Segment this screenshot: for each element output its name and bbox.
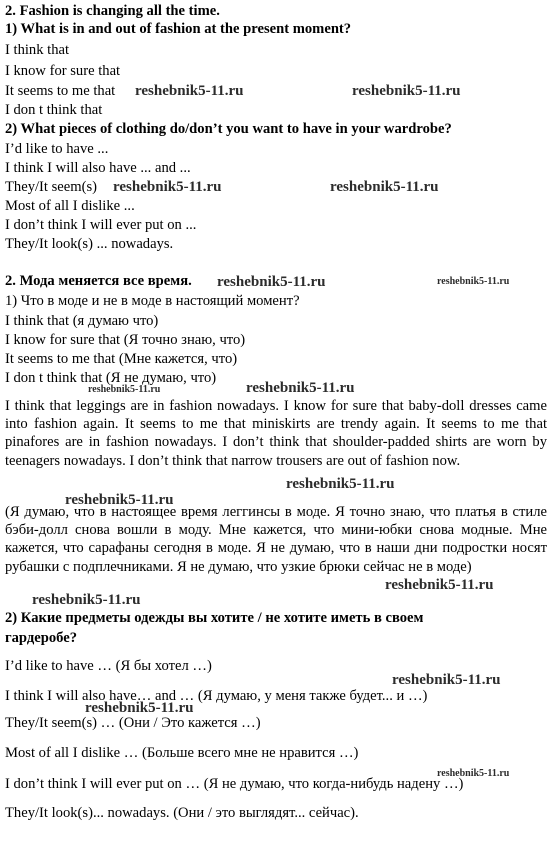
watermark: reshebnik5-11.ru [113, 179, 222, 195]
watermark: reshebnik5-11.ru [32, 592, 141, 608]
watermark: reshebnik5-11.ru [286, 476, 395, 492]
phrase-line: They/It seem(s) … (Они / Это кажется …) [5, 715, 261, 731]
section-title-ru: 2. Мода меняется все время. [5, 273, 192, 289]
answer-paragraph-ru: (Я думаю, что в настоящее время леггинсы в моде. Я точно знаю, что платья в стиле бэби-долл снова вошли в моду. Мне кажется, что мини-юбки снова модные. Мне кажется, что сарафаны сегодня в моде. Я не думаю, что в наши дни подростки носят рубашки с подплечниками. Я не думаю, что узкие брюки сейчас не в моде) [5, 504, 547, 575]
answer-paragraph-en: I think that leggings are in fashion nowadays. I know for sure that baby-doll dresses came into fashion again. It seems to me that miniskirts are trendy again. It seems to me that pinafores are in fashion nowadays. I don’t think that shoulder-padded shirts are worn by teenagers nowadays. I don’t think that narrow trousers are out of fashion now. [5, 398, 547, 469]
question-2-ru-line-1: 2) Какие предметы одежды вы хотите / не хотите иметь в своем [5, 610, 424, 626]
watermark: reshebnik5-11.ru [352, 83, 461, 99]
watermark: reshebnik5-11.ru [437, 276, 510, 287]
phrase-line: I think that [5, 42, 70, 58]
watermark: reshebnik5-11.ru [217, 274, 326, 290]
watermark: reshebnik5-11.ru [392, 672, 501, 688]
phrase-line: I don’t think I will ever put on … (Я не думаю, что когда-нибудь надену …) [5, 776, 464, 792]
phrase-line: I think I will also have… and … (Я думаю, у меня также будет... и …) [5, 688, 428, 704]
watermark: reshebnik5-11.ru [437, 768, 510, 779]
phrase-line: I’d like to have ... [5, 141, 109, 157]
phrase-line: I don’t think I will ever put on ... [5, 217, 197, 233]
phrase-line: They/It seem(s) [5, 179, 97, 195]
phrase-line: I don t think that [5, 102, 103, 118]
section-title-en: 2. Fashion is changing all the time. [5, 3, 220, 19]
watermark: reshebnik5-11.ru [330, 179, 439, 195]
watermark: reshebnik5-11.ru [65, 492, 174, 508]
watermark: reshebnik5-11.ru [135, 83, 244, 99]
phrase-line: They/It look(s) ... nowadays. [5, 236, 174, 252]
question-1-en: 1) What is in and out of fashion at the present moment? [5, 21, 352, 37]
phrase-line: It seems to me that (Мне кажется, что) [5, 351, 238, 367]
watermark: reshebnik5-11.ru [85, 700, 194, 716]
phrase-line: Most of all I dislike … (Больше всего мне не нравится …) [5, 745, 359, 761]
phrase-line: I think I will also have ... and ... [5, 160, 191, 176]
phrase-line: They/It look(s)... nowadays. (Они / это выглядят... сейчас). [5, 805, 359, 821]
phrase-line: Most of all I dislike ... [5, 198, 135, 214]
phrase-line: I don t think that (Я не думаю, что) [5, 370, 217, 386]
question-1-ru: 1) Что в моде и не в моде в настоящий момент? [5, 293, 300, 309]
phrase-line: I’d like to have … (Я бы хотел …) [5, 658, 212, 674]
phrase-line: I think that (я думаю что) [5, 313, 159, 329]
phrase-line: I know for sure that [5, 63, 121, 79]
phrase-line: It seems to me that [5, 83, 116, 99]
question-2-ru-line-2: гардеробе? [5, 630, 77, 646]
question-2-en: 2) What pieces of clothing do/don’t you want to have in your wardrobe? [5, 121, 452, 137]
watermark: reshebnik5-11.ru [88, 384, 161, 395]
watermark: reshebnik5-11.ru [385, 577, 494, 593]
phrase-line: I know for sure that (Я точно знаю, что) [5, 332, 246, 348]
watermark: reshebnik5-11.ru [246, 380, 355, 396]
